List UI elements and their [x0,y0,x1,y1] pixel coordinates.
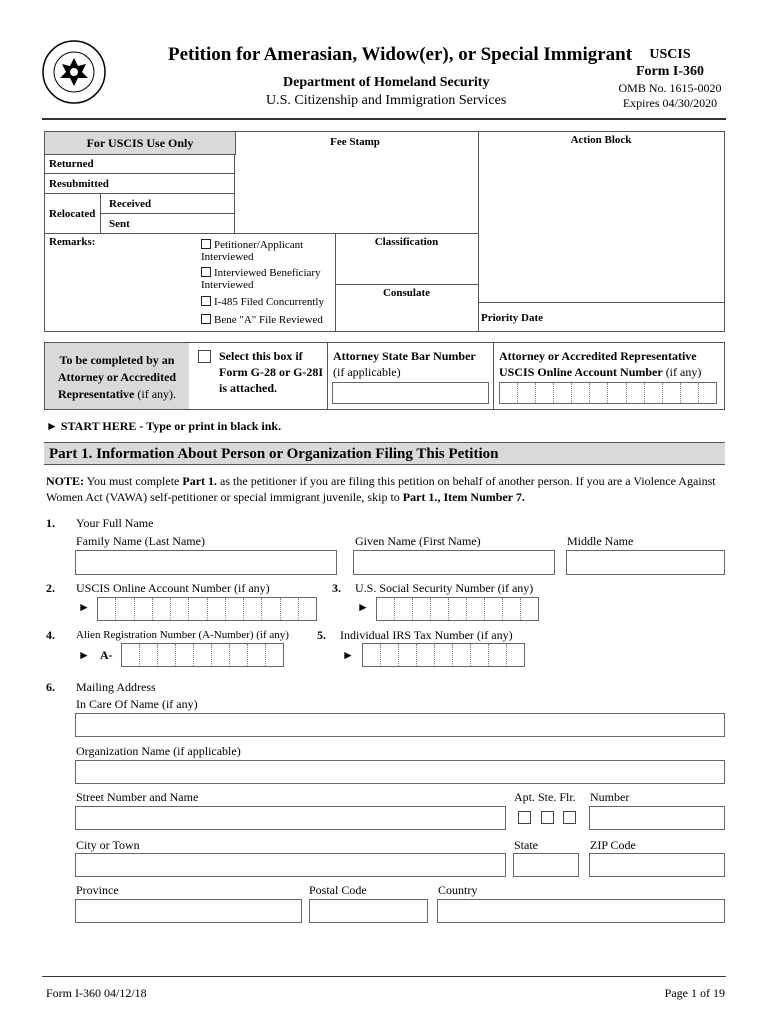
ssn-label: U.S. Social Security Number (if any) [355,581,534,595]
zip-input[interactable] [589,853,725,877]
arrow-icon: ► [357,600,369,614]
apt-ste-flr-label: Apt. Ste. Flr. [514,790,576,804]
item5-number: 5. [317,628,326,642]
start-here-instruction: ► START HERE - Type or print in black ink. [46,419,282,433]
item6-number: 6. [46,680,55,694]
in-care-of-label: In Care Of Name (if any) [76,697,198,711]
item3-number: 3. [332,581,341,595]
dhs-seal-graphic [42,40,106,104]
resubmitted-label: Resubmitted [45,174,235,194]
footer-rule [42,976,726,977]
remarks-label: Remarks: [49,236,96,248]
a-prefix: A- [100,648,113,662]
street-input[interactable] [75,806,506,830]
check-item-3: I-485 Filed Concurrently [201,296,336,308]
consulate-rule [335,284,478,285]
sent-label: Sent [101,214,235,234]
for-uscis-header: For USCIS Use Only [45,132,236,155]
omb-number: OMB No. 1615-0020 [618,81,722,95]
street-label: Street Number and Name [76,790,199,804]
mailing-address-label: Mailing Address [76,680,156,694]
priority-rule [478,302,724,303]
arrow-icon: ► [78,648,90,662]
middle-name-label: Middle Name [567,534,634,548]
state-label: State [514,838,538,852]
unit-number-input[interactable] [589,806,725,830]
uscis-label: USCIS [649,47,691,62]
form-title: Petition for Amerasian, Widow(er), or Special Immigrant [168,44,633,65]
remarks-top-rule [45,233,478,234]
uscis-account-label: USCIS Online Account Number (if any) [76,581,270,595]
g28-checkbox[interactable] [198,350,211,363]
part1-note: NOTE: You must complete Part 1. as the petitioner if you are filing this petition on behalf of another person. If you are a Violence Against Women Act (VAWA) self-petitioner or special immigrant juvenile, skip to Part 1., Item Number 7. [46,474,716,504]
account-number-label: Attorney or Accredited Representative USCIS Online Account Number (if any) [499,349,702,379]
department-name: Department of Homeland Security [283,75,490,90]
header-rule [42,118,726,120]
city-label: City or Town [76,838,140,852]
checkbox-icon [201,267,211,277]
country-input[interactable] [437,899,725,923]
full-name-label: Your Full Name [76,516,154,530]
city-input[interactable] [75,853,506,877]
zip-label: ZIP Code [590,838,636,852]
given-name-input[interactable] [353,550,555,575]
given-name-label: Given Name (First Name) [355,534,481,548]
returned-label: Returned [45,154,235,174]
province-input[interactable] [75,899,302,923]
checkbox-icon [201,314,211,324]
organization-name-input[interactable] [75,760,725,784]
postal-code-label: Postal Code [309,883,367,897]
check-item-2: Interviewed Beneficiary Interviewed [201,267,321,291]
item4-number: 4. [46,628,55,642]
item1-number: 1. [46,516,55,530]
province-label: Province [76,883,119,897]
footer-page-number: Page 1 of 19 [664,986,725,1000]
flr-checkbox[interactable] [563,811,576,824]
ssn-input[interactable] [376,597,539,621]
form-number: Form I-360 [635,64,705,79]
in-care-of-input[interactable] [75,713,725,737]
bar-number-label: Attorney State Bar Number (if applicable) [333,349,476,379]
arrow-icon: ► [78,600,90,614]
unit-number-label: Number [590,790,630,804]
fee-stamp-label: Fee Stamp [330,136,380,148]
attorney-account-number-input[interactable] [499,382,717,404]
part1-header: Part 1. Information About Person or Organization Filing This Petition [44,442,725,465]
footer-form-date: Form I-360 04/12/18 [46,986,147,1000]
checkbox-icon [201,296,211,306]
g28-checkbox-label: Select this box if Form G-28 or G-28I is attached. [219,349,324,395]
received-label: Received [101,194,235,214]
check-item-1: Petitioner/Applicant Interviewed [201,239,304,263]
action-block-label: Action Block [570,134,632,146]
middle-name-input[interactable] [566,550,725,575]
attorney-block [44,342,725,410]
agency-name: U.S. Citizenship and Immigration Services [266,93,507,108]
ste-checkbox[interactable] [541,811,554,824]
apt-checkbox[interactable] [518,811,531,824]
bar-number-input[interactable] [332,382,489,404]
expiration-date: Expires 04/30/2020 [622,96,718,110]
uscis-account-input[interactable] [97,597,317,621]
dhs-seal [42,40,106,104]
item2-number: 2. [46,581,55,595]
country-label: Country [438,883,478,897]
state-select[interactable] [513,853,579,877]
arrow-icon: ► [342,648,354,662]
checkbox-icon [201,239,211,249]
attorney-intro: To be completed by an Attorney or Accredited Representative (if any). [45,343,189,409]
priority-date-label: Priority Date [481,312,543,324]
relocated-label: Relocated [45,194,101,234]
postal-code-input[interactable] [309,899,428,923]
attorney-divider-1 [327,343,328,409]
a-number-label: Alien Registration Number (A-Number) (if any) [76,629,289,641]
attorney-divider-2 [493,343,494,409]
irs-tax-label: Individual IRS Tax Number (if any) [340,628,513,642]
classification-label: Classification [374,236,439,248]
family-name-label: Family Name (Last Name) [76,534,205,548]
uscis-office-block [44,131,725,332]
consulate-label: Consulate [382,287,431,299]
organization-name-label: Organization Name (if applicable) [76,744,241,758]
irs-tax-input[interactable] [362,643,525,667]
a-number-input[interactable] [121,643,284,667]
check-item-4: Bene "A" File Reviewed [201,314,336,326]
family-name-input[interactable] [75,550,337,575]
